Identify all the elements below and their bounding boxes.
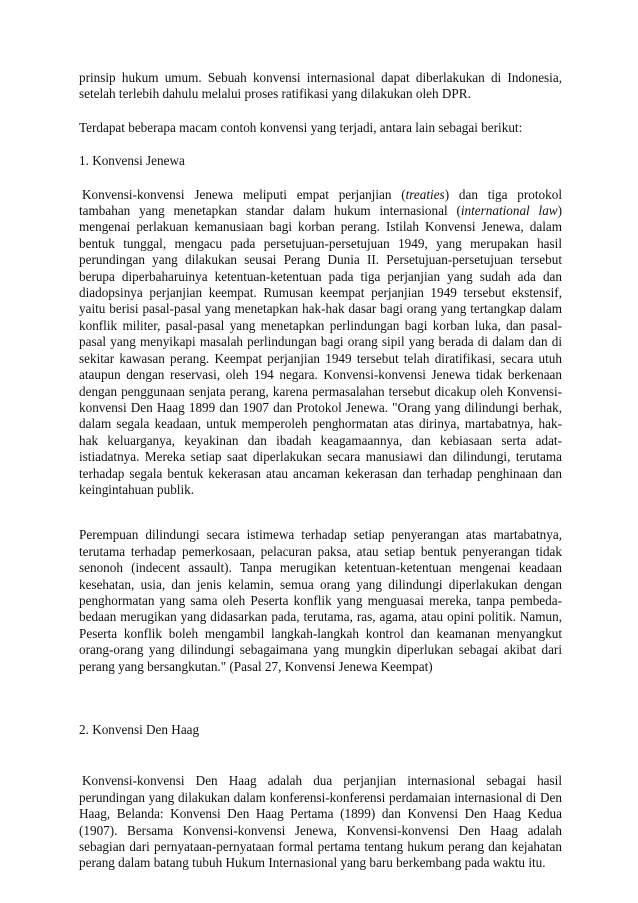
heading-konvensi-den-haag: 2. Konvensi Den Haag	[79, 722, 200, 737]
geneva-paragraph	[79, 187, 562, 499]
intro-paragraph: prinsip hukum umum. Sebuah konvensi internasional dapat diberlakukan di Indonesia, setelah terlebih dahulu melalui proses ratifikasi yang dilakukan oleh DPR.	[79, 70, 562, 102]
examples-paragraph: Terdapat beberapa macam contoh konvensi yang terjadi, antara lain sebagai berikut:	[79, 119, 523, 135]
hague-paragraph: Konvensi-konvensi Den Haag adalah dua perjanjian internasional sebagai hasil perundingan yang dilakukan dalam konferensi-konferensi perdamaian internasional di Den Haag, Belanda: Konvensi Den Haag Pertama (1899) dan Konvensi Den Haag Kedua (1907). Bersama Konvensi-konvensi Jenewa, Konvensi-konvensi Den Haag adalah sebagian dari pernyataan-pernyataan formal pertama tentang hukum perang dan kejahatan perang dalam batang tubuh Hukum Internasional yang baru berkembang pada waktu itu.	[79, 773, 562, 871]
heading-konvensi-jenewa: 1. Konvensi Jenewa	[79, 153, 185, 169]
geneva-text-1: Konvensi-konvensi Jenewa meliputi empat perjanjian (	[82, 186, 406, 202]
geneva-treaties-term: treaties	[405, 186, 445, 202]
geneva-text-2: ) dan tiga protokol tambahan yang menetapkan standar dalam hukum internasional (	[79, 186, 562, 219]
women-protection-paragraph: Perempuan dilindungi secara istimewa terhadap setiap penyerangan atas martabatnya, terutama terhadap pemerkosaan, pelacuran paksa, atau setiap bentuk penyerangan tidak senonoh (indecent assault). Tanpa merugikan ketentuan-ketentuan mengenai keadaan kesehatan, usia, dan jenis kelamin, semua orang yang dilindungi diperlakukan dengan penghormatan yang sama oleh Peserta konflik yang menguasai mereka, tanpa pembeda-bedaan merugikan yang didasarkan pada, terutama, ras, agama, atau opini politik. Namun, Peserta konflik boleh mengambil langkah-langkah kontrol dan keamanan menyangkut orang-orang yang dilindungi sebagaimana yang mungkin diperlukan sebagai akibat dari perang yang bersangkutan." (Pasal 27, Konvensi Jenewa Keempat)	[79, 527, 562, 674]
geneva-text-3: ) mengenai perlakuan kemanusiaan bagi korban perang. Istilah Konvensi Jenewa, dalam bentuk tunggal, mengacu pada persetujuan-persetujuan 1949, yang merupakan hasil perundingan yang dilakukan seusai Perang Dunia II. Persetujuan-persetujuan tersebut berupa diperbaharuinya ketentuan-ketentuan pada tiga perjanjian yang sudah ada dan diadopsinya perjanjian keempat. Rumusan keempat perjanjian 1949 tersebut ekstensif, yaitu berisi pasal-pasal yang menetapkan hak-hak dasar bagi orang yang tertangkap dalam konflik militer, pasal-pasal yang menetapkan perlindungan bagi korban luka, dan pasal-pasal yang menyikapi masalah perlindungan bagi orang sipil yang berada di dalam dan di sekitar kawasan perang. Keempat perjanjian 1949 tersebut telah diratifikasi, secara utuh ataupun dengan reservasi, oleh 194 negara. Konvensi-konvensi Jenewa tidak berkenaan dengan penggunaan senjata perang, karena permasalahan tersebut dicakup oleh Konvensi-konvensi Den Haag 1899 dan 1907 dan Protokol Jenewa. "Orang yang dilindungi berhak, dalam segala keadaan, untuk memperoleh penghormatan atas dirinya, martabatnya, hak-hak keluarganya, keyakinan dan ibadah keagamaannya, dan kebiasaan serta adat-istiadatnya. Mereka setiap saat diperlakukan secara manusiawi dan dilindungi, terutama terhadap segala bentuk kekerasan atau ancaman kekerasan dan terhadap penghinaan dan keingintahuan publik.	[79, 203, 562, 497]
geneva-international-law-term: international law	[460, 203, 558, 219]
document-page	[79, 70, 562, 872]
